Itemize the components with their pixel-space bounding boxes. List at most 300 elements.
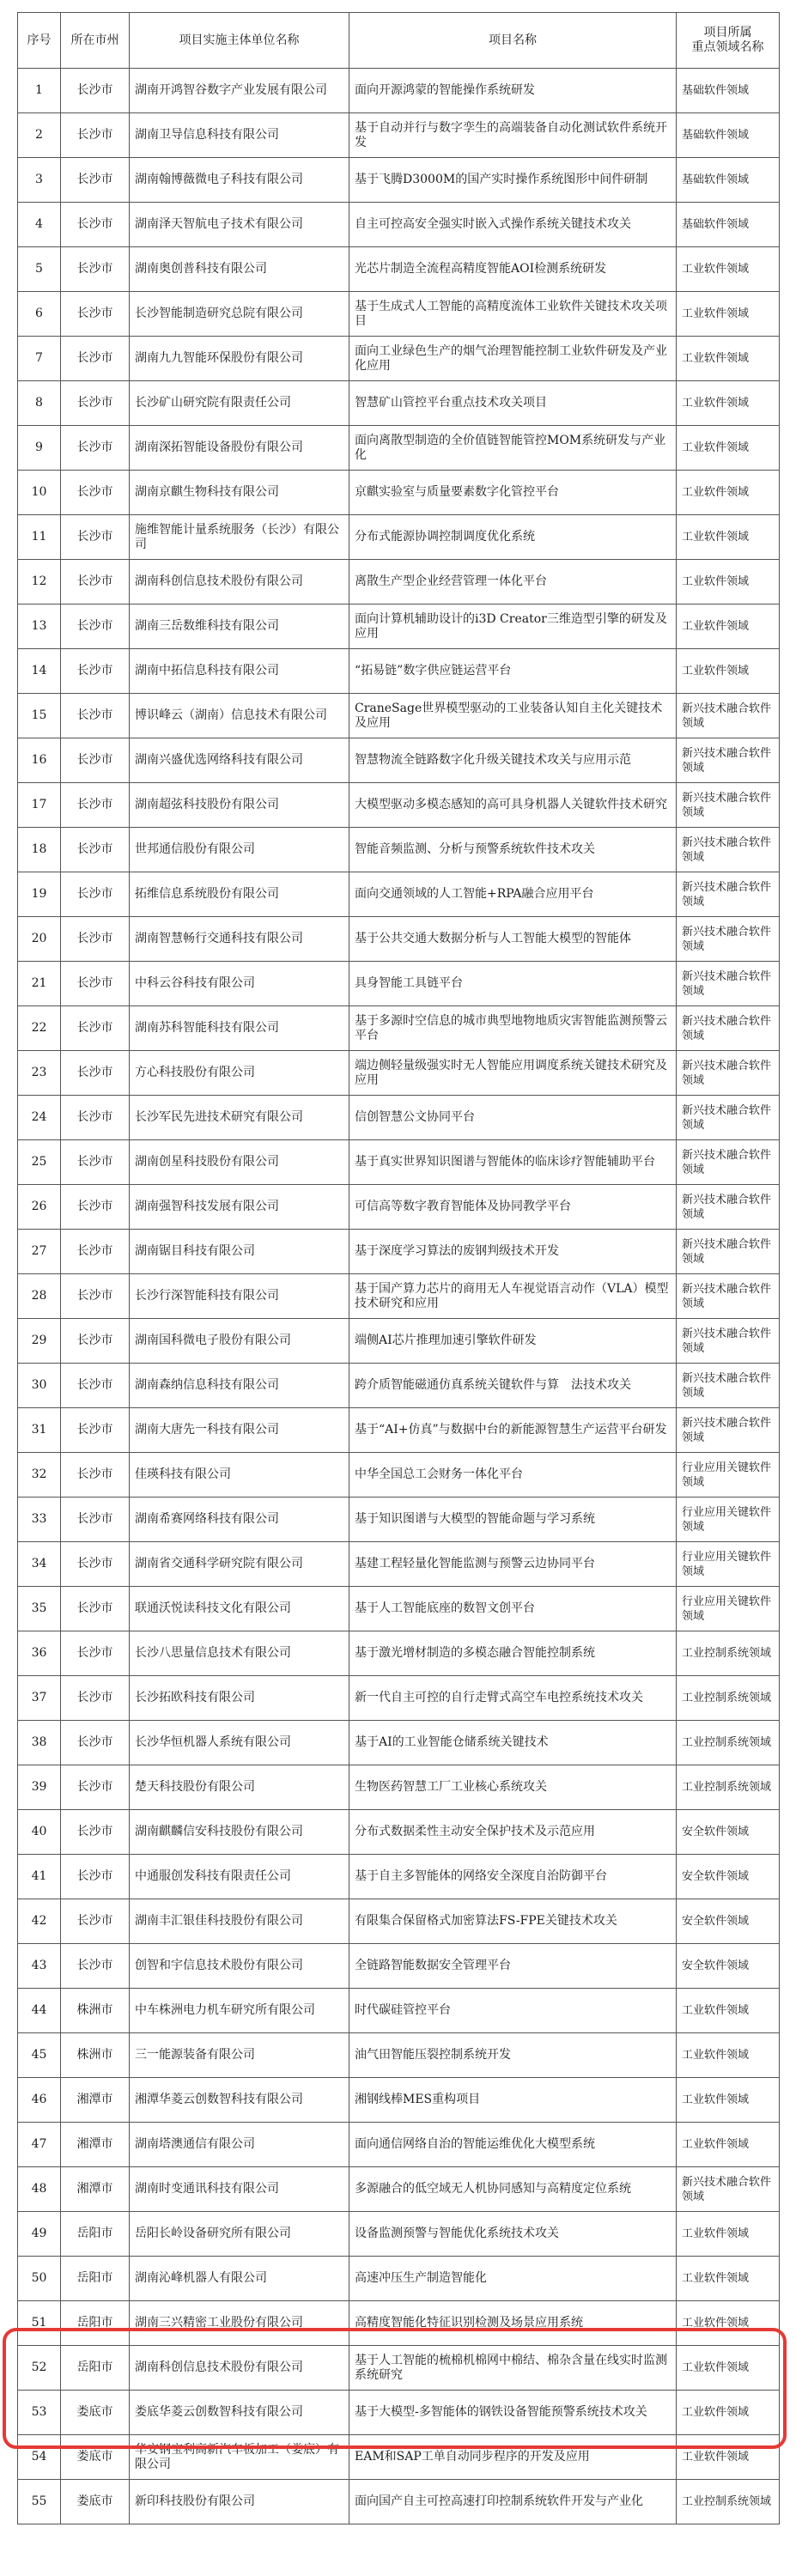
cell-city: 长沙市 bbox=[61, 381, 130, 426]
cell-city: 长沙市 bbox=[61, 1185, 130, 1230]
cell-index: 3 bbox=[18, 158, 61, 203]
cell-project: 基于人工智能底座的数智文创平台 bbox=[349, 1587, 677, 1631]
table-row bbox=[18, 649, 780, 694]
cell-company: 新印科技股份有限公司 bbox=[130, 2480, 349, 2524]
cell-field: 工业控制系统领域 bbox=[677, 1721, 780, 1765]
cell-project: 基于知识图谱与大模型的智能命题与学习系统 bbox=[349, 1498, 677, 1542]
project-list-sheet bbox=[17, 12, 779, 2524]
cell-field: 工业软件领域 bbox=[677, 247, 780, 292]
cell-city: 长沙市 bbox=[61, 1944, 130, 1989]
cell-company: 湖南省交通科学研究院有限公司 bbox=[130, 1542, 349, 1587]
cell-company: 湖南科创信息技术股份有限公司 bbox=[130, 560, 349, 605]
cell-index: 24 bbox=[18, 1096, 61, 1140]
cell-company: 施维智能计量系统服务（长沙）有限公司 bbox=[130, 515, 349, 560]
cell-index: 43 bbox=[18, 1944, 61, 1989]
cell-company: 长沙行深智能科技有限公司 bbox=[130, 1274, 349, 1319]
table-row bbox=[18, 560, 780, 605]
cell-company: 岳阳长岭设备研究所有限公司 bbox=[130, 2212, 349, 2257]
cell-field: 新兴技术融合软件领域 bbox=[677, 1274, 780, 1319]
cell-project: 基于飞腾D3000M的国产实时操作系统图形中间件研制 bbox=[349, 158, 677, 203]
cell-project: 基于“AI+仿真”与数据中台的新能源智慧生产运营平台研发 bbox=[349, 1408, 677, 1453]
cell-city: 长沙市 bbox=[61, 471, 130, 515]
table-row bbox=[18, 158, 780, 203]
cell-city: 湘潭市 bbox=[61, 2167, 130, 2212]
cell-index: 27 bbox=[18, 1230, 61, 1274]
cell-field: 工业软件领域 bbox=[677, 337, 780, 381]
cell-company: 湘潭华菱云创数智科技有限公司 bbox=[130, 2078, 349, 2123]
cell-project: 端侧AI芯片推理加速引擎软件研发 bbox=[349, 1319, 677, 1364]
cell-project: 油气田智能压裂控制系统开发 bbox=[349, 2033, 677, 2078]
cell-index: 54 bbox=[18, 2435, 61, 2480]
cell-index: 45 bbox=[18, 2033, 61, 2078]
cell-company: 湖南丰汇银佳科技股份有限公司 bbox=[130, 1899, 349, 1944]
cell-field: 新兴技术融合软件领域 bbox=[677, 917, 780, 962]
cell-field: 基础软件领域 bbox=[677, 113, 780, 158]
cell-city: 长沙市 bbox=[61, 1498, 130, 1542]
cell-index: 49 bbox=[18, 2212, 61, 2257]
cell-city: 长沙市 bbox=[61, 426, 130, 471]
cell-index: 16 bbox=[18, 738, 61, 783]
table-row bbox=[18, 1989, 780, 2033]
table-row bbox=[18, 1855, 780, 1899]
cell-field: 工业软件领域 bbox=[677, 2212, 780, 2257]
table-row bbox=[18, 783, 780, 828]
cell-field: 新兴技术融合软件领域 bbox=[677, 2167, 780, 2212]
cell-index: 4 bbox=[18, 203, 61, 247]
cell-field: 新兴技术融合软件领域 bbox=[677, 1408, 780, 1453]
cell-index: 30 bbox=[18, 1364, 61, 1408]
cell-field: 行业应用关键软件领域 bbox=[677, 1542, 780, 1587]
table-row bbox=[18, 1274, 780, 1319]
table-row bbox=[18, 1721, 780, 1765]
cell-company: 中通服创发科技有限责任公司 bbox=[130, 1855, 349, 1899]
cell-field: 工业控制系统领域 bbox=[677, 1631, 780, 1676]
cell-index: 52 bbox=[18, 2346, 61, 2391]
table-row bbox=[18, 828, 780, 872]
cell-project: 面向计算机辅助设计的i3D Creator三维造型引擎的研发及应用 bbox=[349, 605, 677, 649]
cell-index: 50 bbox=[18, 2257, 61, 2301]
cell-field: 安全软件领域 bbox=[677, 1810, 780, 1855]
cell-city: 湘潭市 bbox=[61, 2078, 130, 2123]
cell-company: 湖南三兴精密工业股份有限公司 bbox=[130, 2301, 349, 2346]
table-row bbox=[18, 1006, 780, 1051]
cell-field: 行业应用关键软件领域 bbox=[677, 1498, 780, 1542]
cell-field: 新兴技术融合软件领域 bbox=[677, 962, 780, 1006]
cell-field: 工业软件领域 bbox=[677, 426, 780, 471]
cell-project: “拓易链”数字供应链运营平台 bbox=[349, 649, 677, 694]
cell-project: 面向开源鸿蒙的智能操作系统研发 bbox=[349, 69, 677, 113]
cell-city: 长沙市 bbox=[61, 1274, 130, 1319]
cell-index: 46 bbox=[18, 2078, 61, 2123]
cell-company: 湖南森纳信息科技有限公司 bbox=[130, 1364, 349, 1408]
cell-field: 新兴技术融合软件领域 bbox=[677, 1096, 780, 1140]
cell-project: 离散生产型企业经营管理一体化平台 bbox=[349, 560, 677, 605]
cell-project: 基于国产算力芯片的商用无人车视觉语言动作（VLA）模型技术研究和应用 bbox=[349, 1274, 677, 1319]
cell-city: 长沙市 bbox=[61, 1453, 130, 1498]
cell-company: 中车株洲电力机车研究所有限公司 bbox=[130, 1989, 349, 2033]
table-row bbox=[18, 1319, 780, 1364]
cell-index: 6 bbox=[18, 292, 61, 337]
table-row bbox=[18, 2033, 780, 2078]
table-row bbox=[18, 1810, 780, 1855]
cell-company: 长沙华恒机器人系统有限公司 bbox=[130, 1721, 349, 1765]
cell-project: 基于人工智能的梳棉机棉网中棉结、棉杂含量在线实时监测系统研究 bbox=[349, 2346, 677, 2391]
cell-company: 方心科技股份有限公司 bbox=[130, 1051, 349, 1096]
cell-project: 分布式数据柔性主动安全保护技术及示范应用 bbox=[349, 1810, 677, 1855]
table-row bbox=[18, 1185, 780, 1230]
cell-index: 11 bbox=[18, 515, 61, 560]
table-row bbox=[18, 2078, 780, 2123]
cell-city: 株洲市 bbox=[61, 2033, 130, 2078]
cell-index: 29 bbox=[18, 1319, 61, 1364]
cell-index: 21 bbox=[18, 962, 61, 1006]
cell-field: 工业软件领域 bbox=[677, 560, 780, 605]
table-row bbox=[18, 1765, 780, 1810]
table-row bbox=[18, 872, 780, 917]
cell-index: 42 bbox=[18, 1899, 61, 1944]
cell-index: 8 bbox=[18, 381, 61, 426]
cell-project: 面向国产自主可控高速打印控制系统软件开发与产业化 bbox=[349, 2480, 677, 2524]
table-row bbox=[18, 1453, 780, 1498]
cell-field: 新兴技术融合软件领域 bbox=[677, 738, 780, 783]
cell-company: 华安钢宝利高新汽车板加工（娄底）有限公司 bbox=[130, 2435, 349, 2480]
cell-index: 39 bbox=[18, 1765, 61, 1810]
header-project: 项目名称 bbox=[349, 13, 677, 69]
table-row bbox=[18, 2346, 780, 2391]
table-row bbox=[18, 1542, 780, 1587]
cell-field: 工业软件领域 bbox=[677, 2123, 780, 2167]
table-row bbox=[18, 2301, 780, 2346]
cell-company: 湖南开鸿智谷数字产业发展有限公司 bbox=[130, 69, 349, 113]
table-row bbox=[18, 2212, 780, 2257]
cell-city: 长沙市 bbox=[61, 1096, 130, 1140]
cell-project: 信创智慧公文协同平台 bbox=[349, 1096, 677, 1140]
cell-city: 长沙市 bbox=[61, 828, 130, 872]
cell-city: 长沙市 bbox=[61, 872, 130, 917]
cell-index: 41 bbox=[18, 1855, 61, 1899]
cell-city: 长沙市 bbox=[61, 203, 130, 247]
cell-project: 中华全国总工会财务一体化平台 bbox=[349, 1453, 677, 1498]
cell-index: 33 bbox=[18, 1498, 61, 1542]
table-row bbox=[18, 1051, 780, 1096]
cell-index: 5 bbox=[18, 247, 61, 292]
cell-project: 设备监测预警与智能优化系统技术攻关 bbox=[349, 2212, 677, 2257]
cell-company: 湖南兴盛优选网络科技有限公司 bbox=[130, 738, 349, 783]
cell-project: 基于公共交通大数据分析与人工智能大模型的智能体 bbox=[349, 917, 677, 962]
cell-index: 40 bbox=[18, 1810, 61, 1855]
cell-company: 创智和宇信息技术股份有限公司 bbox=[130, 1944, 349, 1989]
cell-city: 长沙市 bbox=[61, 1319, 130, 1364]
cell-company: 湖南超弦科技股份有限公司 bbox=[130, 783, 349, 828]
cell-project: 高精度智能化特征识别检测及场景应用系统 bbox=[349, 2301, 677, 2346]
cell-company: 博识峰云（湖南）信息技术有限公司 bbox=[130, 694, 349, 738]
table-row bbox=[18, 2435, 780, 2480]
cell-index: 23 bbox=[18, 1051, 61, 1096]
cell-project: 基建工程轻量化智能监测与预警云边协同平台 bbox=[349, 1542, 677, 1587]
cell-index: 37 bbox=[18, 1676, 61, 1721]
cell-project: 全链路智能数据安全管理平台 bbox=[349, 1944, 677, 1989]
cell-index: 2 bbox=[18, 113, 61, 158]
cell-city: 岳阳市 bbox=[61, 2212, 130, 2257]
cell-city: 长沙市 bbox=[61, 962, 130, 1006]
cell-index: 38 bbox=[18, 1721, 61, 1765]
cell-field: 新兴技术融合软件领域 bbox=[677, 1051, 780, 1096]
cell-field: 新兴技术融合软件领域 bbox=[677, 694, 780, 738]
cell-company: 湖南苏科智能科技有限公司 bbox=[130, 1006, 349, 1051]
cell-index: 22 bbox=[18, 1006, 61, 1051]
cell-city: 长沙市 bbox=[61, 738, 130, 783]
cell-company: 拓维信息系统股份有限公司 bbox=[130, 872, 349, 917]
cell-city: 长沙市 bbox=[61, 1631, 130, 1676]
cell-index: 26 bbox=[18, 1185, 61, 1230]
cell-city: 长沙市 bbox=[61, 158, 130, 203]
table-row bbox=[18, 1899, 780, 1944]
cell-index: 55 bbox=[18, 2480, 61, 2524]
cell-field: 新兴技术融合软件领域 bbox=[677, 1006, 780, 1051]
cell-field: 基础软件领域 bbox=[677, 69, 780, 113]
cell-project: 分布式能源协调控制调度优化系统 bbox=[349, 515, 677, 560]
cell-project: 光芯片制造全流程高精度智能AOI检测系统研发 bbox=[349, 247, 677, 292]
cell-company: 湖南塔澳通信有限公司 bbox=[130, 2123, 349, 2167]
cell-company: 湖南泽天智航电子技术有限公司 bbox=[130, 203, 349, 247]
header-index: 序号 bbox=[18, 13, 61, 69]
cell-project: 湘钢线棒MES重构项目 bbox=[349, 2078, 677, 2123]
cell-field: 基础软件领域 bbox=[677, 158, 780, 203]
table-row bbox=[18, 292, 780, 337]
cell-project: 高速冲压生产制造智能化 bbox=[349, 2257, 677, 2301]
cell-company: 湖南奥创普科技有限公司 bbox=[130, 247, 349, 292]
cell-company: 湖南大唐先一科技有限公司 bbox=[130, 1408, 349, 1453]
table-row bbox=[18, 1676, 780, 1721]
cell-field: 行业应用关键软件领域 bbox=[677, 1587, 780, 1631]
cell-company: 娄底华菱云创数智科技有限公司 bbox=[130, 2391, 349, 2435]
cell-project: 基于激光增材制造的多模态融合智能控制系统 bbox=[349, 1631, 677, 1676]
table-row bbox=[18, 515, 780, 560]
table-row bbox=[18, 2391, 780, 2435]
table-row bbox=[18, 1944, 780, 1989]
cell-city: 湘潭市 bbox=[61, 2123, 130, 2167]
cell-index: 10 bbox=[18, 471, 61, 515]
cell-index: 1 bbox=[18, 69, 61, 113]
cell-company: 湖南九九智能环保股份有限公司 bbox=[130, 337, 349, 381]
cell-field: 行业应用关键软件领域 bbox=[677, 1453, 780, 1498]
table-row bbox=[18, 337, 780, 381]
table-row bbox=[18, 471, 780, 515]
cell-field: 基础软件领域 bbox=[677, 203, 780, 247]
cell-project: CraneSage世界模型驱动的工业装备认知自主化关键技术及应用 bbox=[349, 694, 677, 738]
cell-field: 新兴技术融合软件领域 bbox=[677, 1185, 780, 1230]
cell-project: 自主可控高安全强实时嵌入式操作系统关键技术攻关 bbox=[349, 203, 677, 247]
cell-field: 工业软件领域 bbox=[677, 292, 780, 337]
table-row bbox=[18, 426, 780, 471]
cell-project: EAM和SAP工单自动同步程序的开发及应用 bbox=[349, 2435, 677, 2480]
cell-company: 湖南创星科技股份有限公司 bbox=[130, 1140, 349, 1185]
cell-index: 48 bbox=[18, 2167, 61, 2212]
cell-field: 新兴技术融合软件领域 bbox=[677, 1364, 780, 1408]
cell-project: 生物医药智慧工厂工业核心系统攻关 bbox=[349, 1765, 677, 1810]
cell-field: 安全软件领域 bbox=[677, 1855, 780, 1899]
cell-field: 工业软件领域 bbox=[677, 515, 780, 560]
cell-city: 长沙市 bbox=[61, 247, 130, 292]
cell-field: 工业软件领域 bbox=[677, 471, 780, 515]
cell-company: 长沙矿山研究院有限责任公司 bbox=[130, 381, 349, 426]
cell-field: 工业软件领域 bbox=[677, 2078, 780, 2123]
cell-company: 佳瑛科技有限公司 bbox=[130, 1453, 349, 1498]
cell-city: 长沙市 bbox=[61, 1676, 130, 1721]
cell-index: 44 bbox=[18, 1989, 61, 2033]
cell-city: 长沙市 bbox=[61, 69, 130, 113]
cell-index: 47 bbox=[18, 2123, 61, 2167]
cell-city: 岳阳市 bbox=[61, 2257, 130, 2301]
cell-city: 长沙市 bbox=[61, 1364, 130, 1408]
table-row bbox=[18, 1587, 780, 1631]
cell-project: 面向离散型制造的全价值链智能管控MOM系统研发与产业化 bbox=[349, 426, 677, 471]
cell-index: 12 bbox=[18, 560, 61, 605]
cell-city: 长沙市 bbox=[61, 694, 130, 738]
cell-field: 工业控制系统领域 bbox=[677, 2480, 780, 2524]
cell-project: 基于生成式人工智能的高精度流体工业软件关键技术攻关项目 bbox=[349, 292, 677, 337]
cell-city: 长沙市 bbox=[61, 337, 130, 381]
cell-index: 14 bbox=[18, 649, 61, 694]
cell-project: 有限集合保留格式加密算法FS-FPE关键技术攻关 bbox=[349, 1899, 677, 1944]
cell-company: 长沙军民先进技术研究有限公司 bbox=[130, 1096, 349, 1140]
header-city: 所在市州 bbox=[61, 13, 130, 69]
table-row bbox=[18, 1140, 780, 1185]
cell-company: 湖南麒麟信安科技股份有限公司 bbox=[130, 1810, 349, 1855]
table-row bbox=[18, 113, 780, 158]
table-row bbox=[18, 605, 780, 649]
cell-project: 京麒实验室与质量要素数字化管控平台 bbox=[349, 471, 677, 515]
cell-index: 20 bbox=[18, 917, 61, 962]
cell-company: 长沙拓欧科技有限公司 bbox=[130, 1676, 349, 1721]
table-row bbox=[18, 694, 780, 738]
cell-city: 长沙市 bbox=[61, 1765, 130, 1810]
table-row bbox=[18, 917, 780, 962]
cell-index: 15 bbox=[18, 694, 61, 738]
cell-field: 工业软件领域 bbox=[677, 605, 780, 649]
table-row bbox=[18, 962, 780, 1006]
header-field: 项目所属 重点领域名称 bbox=[677, 13, 780, 69]
table-row bbox=[18, 69, 780, 113]
cell-company: 湖南智慧畅行交通科技有限公司 bbox=[130, 917, 349, 962]
cell-project: 基于深度学习算法的废钢判级技术开发 bbox=[349, 1230, 677, 1274]
cell-city: 娄底市 bbox=[61, 2435, 130, 2480]
cell-company: 湖南科创信息技术股份有限公司 bbox=[130, 2346, 349, 2391]
cell-company: 联通沃悦读科技文化有限公司 bbox=[130, 1587, 349, 1631]
cell-field: 新兴技术融合软件领域 bbox=[677, 1230, 780, 1274]
cell-city: 长沙市 bbox=[61, 1721, 130, 1765]
cell-index: 7 bbox=[18, 337, 61, 381]
cell-field: 新兴技术融合软件领域 bbox=[677, 1319, 780, 1364]
cell-index: 9 bbox=[18, 426, 61, 471]
cell-city: 长沙市 bbox=[61, 1587, 130, 1631]
cell-company: 湖南京麒生物科技有限公司 bbox=[130, 471, 349, 515]
cell-city: 长沙市 bbox=[61, 292, 130, 337]
cell-project: 新一代自主可控的自行走臂式高空车电控系统技术攻关 bbox=[349, 1676, 677, 1721]
cell-city: 长沙市 bbox=[61, 1899, 130, 1944]
cell-field: 工业软件领域 bbox=[677, 2301, 780, 2346]
cell-field: 工业软件领域 bbox=[677, 2346, 780, 2391]
cell-city: 长沙市 bbox=[61, 1855, 130, 1899]
cell-index: 31 bbox=[18, 1408, 61, 1453]
cell-field: 工业软件领域 bbox=[677, 2435, 780, 2480]
table-row bbox=[18, 2480, 780, 2524]
cell-city: 长沙市 bbox=[61, 1230, 130, 1274]
cell-company: 湖南沁峰机器人有限公司 bbox=[130, 2257, 349, 2301]
table-row bbox=[18, 2123, 780, 2167]
cell-city: 长沙市 bbox=[61, 605, 130, 649]
cell-field: 工业软件领域 bbox=[677, 1989, 780, 2033]
table-row bbox=[18, 738, 780, 783]
cell-city: 长沙市 bbox=[61, 113, 130, 158]
cell-company: 湖南中拓信息科技有限公司 bbox=[130, 649, 349, 694]
cell-city: 长沙市 bbox=[61, 1140, 130, 1185]
cell-index: 13 bbox=[18, 605, 61, 649]
cell-city: 长沙市 bbox=[61, 560, 130, 605]
cell-city: 长沙市 bbox=[61, 649, 130, 694]
cell-index: 36 bbox=[18, 1631, 61, 1676]
table-row bbox=[18, 2257, 780, 2301]
header-company: 项目实施主体单位名称 bbox=[130, 13, 349, 69]
cell-company: 湖南时变通讯科技有限公司 bbox=[130, 2167, 349, 2212]
cell-project: 基于自动并行与数字孪生的高端装备自动化测试软件系统开发 bbox=[349, 113, 677, 158]
cell-project: 智慧矿山管控平台重点技术攻关项目 bbox=[349, 381, 677, 426]
table-row bbox=[18, 1096, 780, 1140]
cell-project: 面向交通领域的人工智能+RPA融合应用平台 bbox=[349, 872, 677, 917]
cell-project: 智能音频监测、分析与预警系统软件技术攻关 bbox=[349, 828, 677, 872]
cell-field: 安全软件领域 bbox=[677, 1944, 780, 1989]
table-row bbox=[18, 2167, 780, 2212]
table-body bbox=[18, 69, 780, 2524]
cell-field: 工业软件领域 bbox=[677, 381, 780, 426]
cell-project: 基于多源时空信息的城市典型地物地质灾害智能监测预警云平台 bbox=[349, 1006, 677, 1051]
cell-project: 面向通信网络自治的智能运维优化大模型系统 bbox=[349, 2123, 677, 2167]
cell-field: 新兴技术融合软件领域 bbox=[677, 872, 780, 917]
cell-city: 长沙市 bbox=[61, 1542, 130, 1587]
table-row bbox=[18, 381, 780, 426]
cell-field: 工业软件领域 bbox=[677, 649, 780, 694]
cell-city: 长沙市 bbox=[61, 1408, 130, 1453]
cell-project: 具身智能工具链平台 bbox=[349, 962, 677, 1006]
cell-city: 长沙市 bbox=[61, 783, 130, 828]
cell-city: 长沙市 bbox=[61, 1006, 130, 1051]
cell-company: 湖南强智科技发展有限公司 bbox=[130, 1185, 349, 1230]
cell-project: 大模型驱动多模态感知的高可具身机器人关键软件技术研究 bbox=[349, 783, 677, 828]
cell-project: 面向工业绿色生产的烟气治理智能控制工业软件研发及产业化应用 bbox=[349, 337, 677, 381]
cell-index: 51 bbox=[18, 2301, 61, 2346]
cell-company: 湖南翰博薇微电子科技有限公司 bbox=[130, 158, 349, 203]
project-table bbox=[17, 12, 780, 2524]
cell-project: 基于AI的工业智能仓储系统关键技术 bbox=[349, 1721, 677, 1765]
cell-field: 工业控制系统领域 bbox=[677, 1676, 780, 1721]
cell-index: 32 bbox=[18, 1453, 61, 1498]
cell-project: 端边侧轻量级强实时无人智能应用调度系统关键技术研究及应用 bbox=[349, 1051, 677, 1096]
cell-field: 工业软件领域 bbox=[677, 2033, 780, 2078]
table-header-row bbox=[18, 13, 780, 69]
cell-field: 安全软件领域 bbox=[677, 1899, 780, 1944]
cell-index: 19 bbox=[18, 872, 61, 917]
cell-index: 17 bbox=[18, 783, 61, 828]
cell-project: 基于自主多智能体的网络安全深度自治防御平台 bbox=[349, 1855, 677, 1899]
cell-city: 岳阳市 bbox=[61, 2346, 130, 2391]
cell-company: 长沙八思量信息技术有限公司 bbox=[130, 1631, 349, 1676]
table-row bbox=[18, 1631, 780, 1676]
cell-company: 楚天科技股份有限公司 bbox=[130, 1765, 349, 1810]
cell-index: 18 bbox=[18, 828, 61, 872]
cell-city: 娄底市 bbox=[61, 2480, 130, 2524]
cell-company: 湖南深拓智能设备股份有限公司 bbox=[130, 426, 349, 471]
cell-project: 跨介质智能磁通仿真系统关键软件与算 法技术攻关 bbox=[349, 1364, 677, 1408]
